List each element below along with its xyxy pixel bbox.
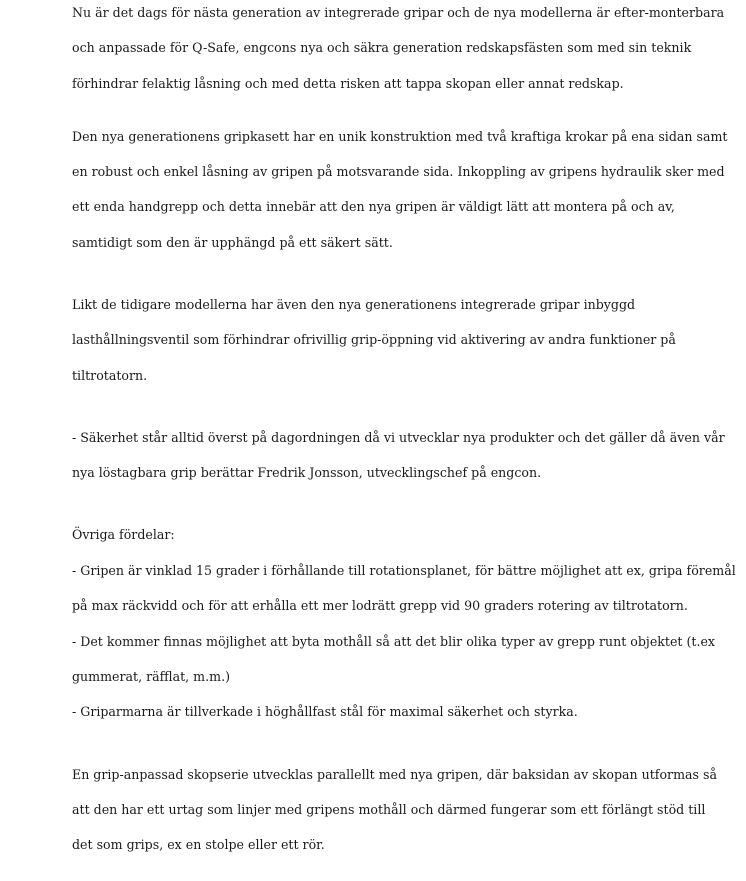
text-line: Den nya generationens gripkasett har en unik konstruktion med två kraftiga krokar på ena sidan samt: [72, 128, 728, 144]
text-line: - Griparmarna är tillverkade i höghållfast stål för maximal säkerhet och styrka.: [72, 704, 578, 720]
text-line: nya löstagbara grip berättar Fredrik Jonsson, utvecklingschef på engcon.: [72, 465, 542, 481]
text-line: förhindrar felaktig låsning och med detta risken att tappa skopan eller annat redskap.: [72, 75, 624, 91]
text-line: gummerat, räfflat, m.m.): [72, 669, 230, 685]
paragraph-advantages: [72, 509, 736, 739]
text-line: ett enda handgrepp och detta innebär att den nya gripen är väldigt lätt att montera på och av,: [72, 199, 675, 215]
text-line: Likt de tidigare modellerna har även den nya generationens integrerade gripar inbyggd: [72, 296, 636, 312]
paragraph-gripkasett: [72, 110, 732, 269]
text-line: - Gripen är vinklad 15 grader i förhållande till rotationsplanet, för bättre möjlighet att ex, gripa föremål: [72, 562, 736, 578]
text-line: - Säkerhet står alltid överst på dagordningen då vi utvecklar nya produkter och det gäller då även vår: [72, 429, 725, 445]
paragraph-quote: [72, 411, 732, 500]
text-line: Övriga fördelar:: [72, 527, 175, 543]
text-line: och anpassade för Q-Safe, engcons nya och säkra generation redskapsfästen som med sin teknik: [72, 40, 692, 56]
text-line: en robust och enkel låsning av gripen på motsvarande sida. Inkoppling av gripens hydraulik sker med: [72, 164, 725, 180]
paragraph-skopserie: [72, 748, 732, 872]
paragraph-lasthallningsventil: [72, 278, 732, 402]
text-line: på max räckvidd och för att erhålla ett mer lodrätt grepp vid 90 graders rotering av tiltrotatorn.: [72, 598, 688, 614]
text-line: det som grips, ex en stolpe eller ett rör.: [72, 837, 325, 853]
text-line: Nu är det dags för nästa generation av integrerade gripar och de nya modellerna är efter-monterbara: [72, 4, 725, 20]
document-body: [72, 0, 736, 881]
text-line: att den har ett urtag som linjer med gripens mothåll och därmed fungerar som ett förlängt stöd till: [72, 801, 706, 817]
text-line: samtidigt som den är upphängd på ett säkert sätt.: [72, 234, 393, 250]
text-line: lasthållningsventil som förhindrar ofrivillig grip-öppning vid aktivering av andra funktioner på: [72, 332, 676, 348]
text-line: En grip-anpassad skopserie utvecklas parallellt med nya gripen, där baksidan av skopan utformas så: [72, 766, 717, 782]
paragraph-intro: [72, 0, 732, 110]
text-line: tiltrotatorn.: [72, 367, 148, 383]
text-line: - Det kommer finnas möjlighet att byta mothåll så att det blir olika typer av grepp runt objektet (t.ex: [72, 633, 716, 649]
